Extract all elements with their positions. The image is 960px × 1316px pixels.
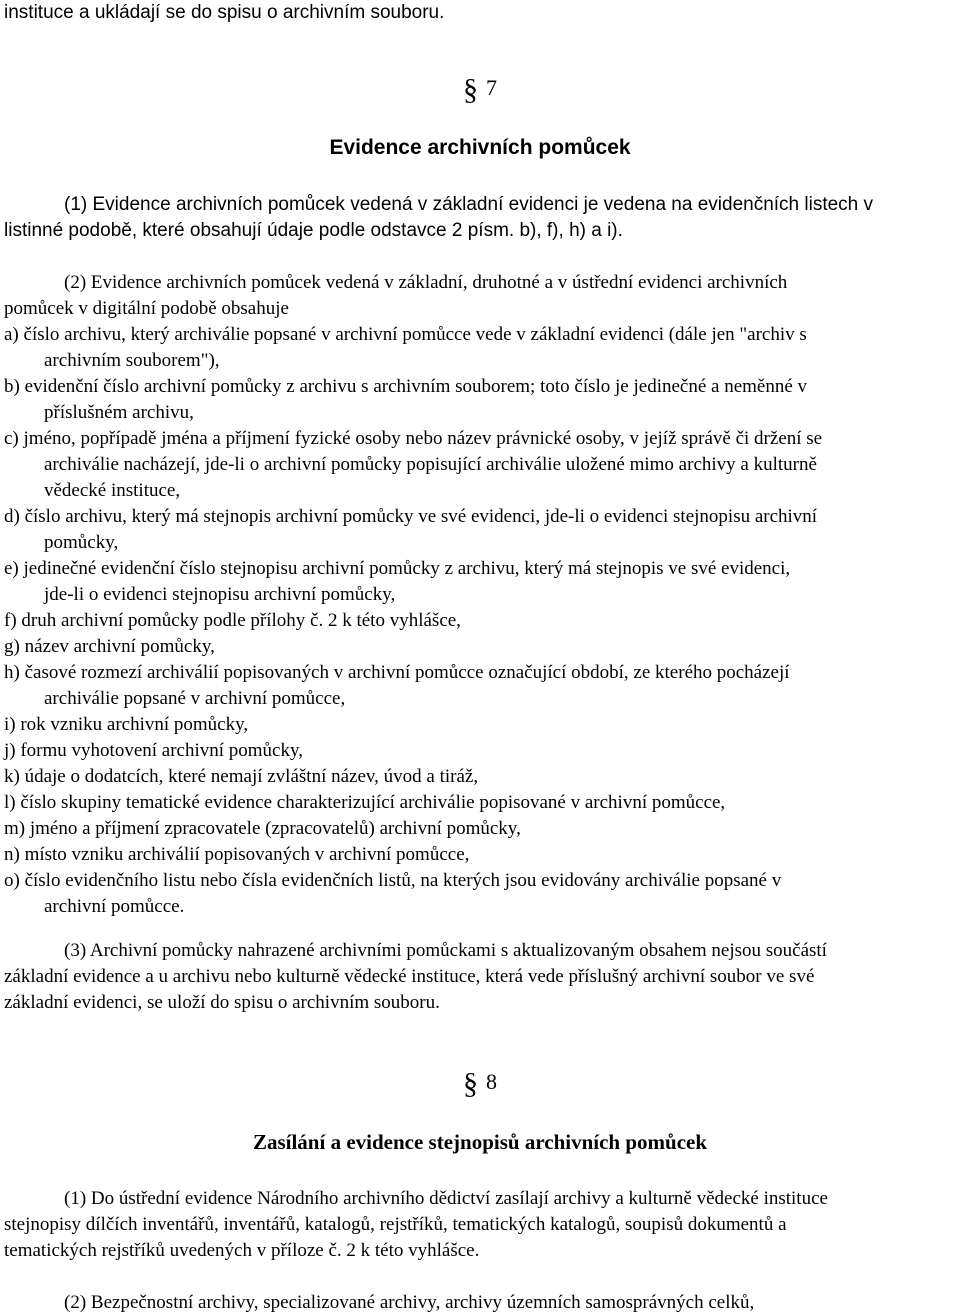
list-item-text: n) místo vzniku archiválií popisovaných v archivní pomůcce, xyxy=(4,844,470,865)
section-8-paragraph-1 xyxy=(4,1186,828,1264)
list-item-text: a) číslo archivu, který archiválie popsané v archivní pomůcce vede v základní evidenci (dále jen "archiv s xyxy=(4,324,807,345)
paragraph-line: základní evidenci, se uloží do spisu o archivním souboru. xyxy=(4,992,440,1013)
paragraph-line: (2) Evidence archivních pomůcek vedená v základní, druhotné a v ústřední evidenci archivních xyxy=(64,272,788,293)
paragraph-line: (1) Evidence archivních pomůcek vedená v základní evidenci je vedena na evidenčních listech v xyxy=(64,194,874,215)
list-item-continuation: jde-li o evidenci stejnopisu archivní pomůcky, xyxy=(44,584,396,605)
section-7-paragraph-3 xyxy=(4,938,827,1016)
list-item xyxy=(4,816,822,842)
list-item-text: e) jedinečné evidenční číslo stejnopisu archivní pomůcky z archivu, který má stejnopis ve své evidenci, xyxy=(4,558,791,579)
section-8-title: Zasílání a evidence stejnopisů archivních pomůcek xyxy=(252,1130,708,1154)
section-symbol: § xyxy=(463,1067,478,1100)
paragraph-line: stejnopisy dílčích inventářů, inventářů, katalogů, rejstříků, tematických katalogů, soupisů dokumentů a xyxy=(4,1214,787,1235)
paragraph-line: základní evidence a u archivu nebo kulturně vědecké instituce, která vede příslušný archivní soubor ve své xyxy=(4,966,815,987)
list-item xyxy=(4,660,822,712)
list-item-text: o) číslo evidenčního listu nebo čísla evidenčních listů, na kterých jsou evidovány archiválie popsané v xyxy=(4,870,782,891)
paragraph-line: (2) Bezpečnostní archivy, specializované archivy, archivy územních samosprávných celků, xyxy=(64,1292,755,1313)
list-item xyxy=(4,426,822,504)
paragraph-line: (3) Archivní pomůcky nahrazené archivními pomůckami s aktualizovaným obsahem nejsou součástí xyxy=(64,940,827,961)
list-item-text: k) údaje o dodatcích, které nemají zvláštní název, úvod a tiráž, xyxy=(4,766,479,787)
list-item xyxy=(4,504,822,556)
list-item xyxy=(4,790,822,816)
section-8-paragraph-2 xyxy=(4,1290,754,1316)
section-number: 8 xyxy=(486,1069,497,1094)
section-7-paragraph-1 xyxy=(4,192,873,244)
paragraph-line: tematických rejstříků uvedených v příloze č. 2 k této vyhlášce. xyxy=(4,1240,480,1261)
section-7-paragraph-2 xyxy=(4,270,787,322)
list-item xyxy=(4,608,822,634)
continuation-line: instituce a ukládají se do spisu o archivním souboru. xyxy=(4,2,445,23)
list-item xyxy=(4,374,822,426)
list-item-text: l) číslo skupiny tematické evidence charakterizující archiválie popisované v archivní pomůcce, xyxy=(4,792,726,813)
list-item-text: h) časové rozmezí archiválií popisovaných v archivní pomůcce označující období, ze kterého pocházejí xyxy=(4,662,790,683)
list-item-continuation: příslušném archivu, xyxy=(44,402,194,423)
list-item-text: f) druh archivní pomůcky podle přílohy č. 2 k této vyhlášce, xyxy=(4,610,461,631)
paragraph-line: listinné podobě, které obsahují údaje podle odstavce 2 písm. b), f), h) a i). xyxy=(4,220,623,241)
list-item xyxy=(4,634,822,660)
section-symbol: § xyxy=(463,73,478,106)
list-item-continuation: pomůcky, xyxy=(44,532,119,553)
list-item-text: m) jméno a příjmení zpracovatele (zpracovatelů) archivní pomůcky, xyxy=(4,818,521,839)
paragraph-line: (1) Do ústřední evidence Národního archivního dědictví zasílají archivy a kulturně vědecké instituce xyxy=(64,1188,828,1209)
list-item xyxy=(4,712,822,738)
section-7-title: Evidence archivních pomůcek xyxy=(329,136,631,159)
list-item xyxy=(4,764,822,790)
list-item-text: i) rok vzniku archivní pomůcky, xyxy=(4,714,249,735)
paragraph-line: pomůcek v digitální podobě obsahuje xyxy=(4,298,289,319)
list-item-continuation: archiválie nacházejí, jde-li o archivní pomůcky popisující archiválie uložené mimo archivy a kulturně xyxy=(44,454,817,475)
list-item-text: d) číslo archivu, který má stejnopis archivní pomůcky ve své evidenci, jde-li o evidenci stejnopisu archivní xyxy=(4,506,818,527)
list-item xyxy=(4,842,822,868)
list-item-text: g) název archivní pomůcky, xyxy=(4,636,215,657)
section-7-mark xyxy=(4,74,956,104)
list-item xyxy=(4,556,822,608)
list-item-continuation: archivní pomůcce. xyxy=(44,896,185,917)
section-8-mark xyxy=(4,1068,956,1098)
section-number: 7 xyxy=(486,75,497,100)
list-item xyxy=(4,322,822,374)
evidence-item-list xyxy=(4,322,822,920)
list-item-continuation: archivním souborem"), xyxy=(44,350,220,371)
list-item-text: c) jméno, popřípadě jména a příjmení fyzické osoby nebo název právnické osoby, v jejíž správě či držení se xyxy=(4,428,823,449)
list-item xyxy=(4,738,822,764)
list-item-continuation: vědecké instituce, xyxy=(44,480,181,501)
list-item-continuation: archiválie popsané v archivní pomůcce, xyxy=(44,688,346,709)
list-item-text: b) evidenční číslo archivní pomůcky z archivu s archivním souborem; toto číslo je jedinečné a neměnné v xyxy=(4,376,808,397)
list-item-text: j) formu vyhotovení archivní pomůcky, xyxy=(4,740,304,761)
list-item xyxy=(4,868,822,920)
